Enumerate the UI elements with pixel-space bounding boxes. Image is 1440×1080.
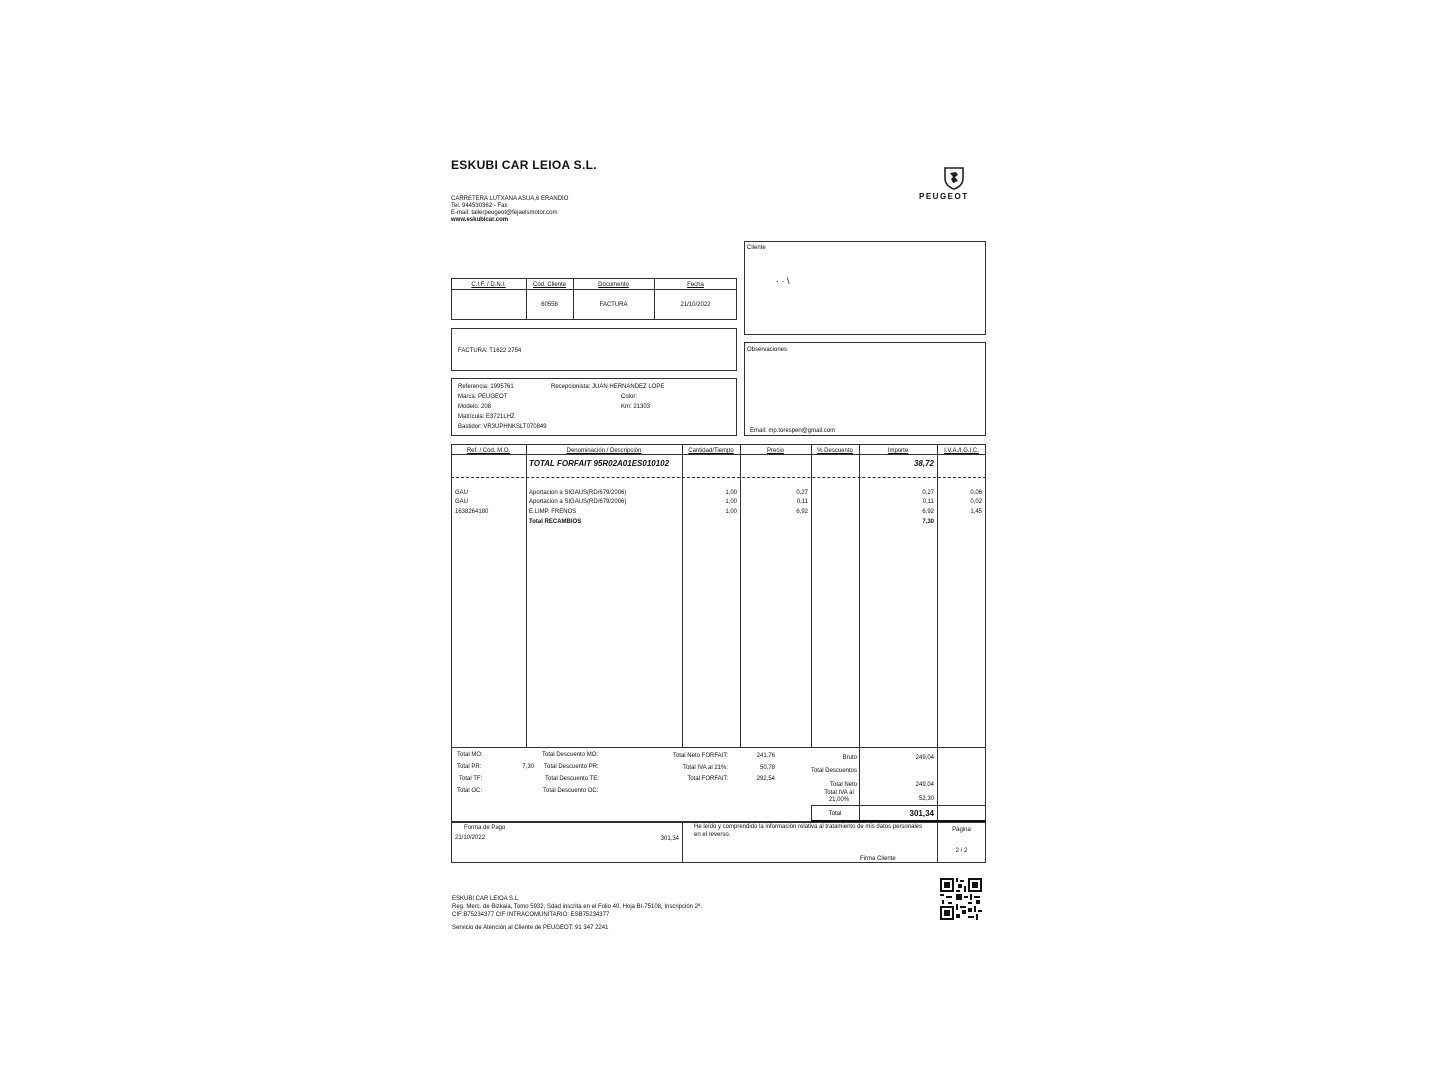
vehicle-referencia: Referencia: 1995761 (458, 384, 514, 390)
pagina-value: 2 / 2 (955, 848, 968, 854)
col-desc: Denominación / Descripción (566, 448, 642, 454)
vehicle-bastidor: Bastidor: VR3UPHNKSLT070849 (458, 424, 547, 430)
forfait-value: 292,54 (756, 776, 775, 782)
vehicle-modelo: Modelo: 208 (458, 404, 492, 410)
table-row-desc: Aportacion a SIGAUS(RD/679/2006) (529, 499, 627, 505)
col-cif: C.I.F. / D.N.I. (471, 282, 506, 288)
col-discount: % Descuento (817, 448, 853, 454)
vehicle-km: Km: 21303 (621, 404, 651, 410)
table-row-iva: 0,02 (970, 499, 982, 505)
col-iva: I.V.A./I.G.I.C. (944, 448, 979, 454)
vehicle-color: Color: (621, 394, 638, 400)
bruto-value: 249,04 (915, 755, 934, 761)
company-email: E-mail: tallerpeugeot@fejaelsmotor.com (451, 210, 558, 216)
qr-code-icon (940, 878, 982, 920)
val-fecha: 21/10/2022 (680, 302, 711, 308)
col-amount: Importe (887, 448, 909, 454)
iva21-value: 52,30 (918, 796, 934, 802)
table-row-ref: 1638264180 (455, 509, 489, 515)
val-documento: FACTURA (599, 302, 628, 308)
pagina-label: Página (952, 827, 971, 833)
payment-consent: He leído y comprendido la información relativa al tratamiento de mis datos personales en el reverso. (694, 824, 923, 838)
table-row-qty: 1,00 (725, 509, 737, 515)
table-row-price: 0,27 (796, 490, 808, 496)
forfait-title: TOTAL FORFAIT 95R02A01ES010102 (529, 459, 670, 468)
peugeot-lion-icon (941, 166, 967, 190)
vehicle-recepcionista: Recepcionista: JUAN HERNANDEZ LOPE (551, 384, 665, 390)
total-recambios-label: Total RECAMBIOS (529, 519, 582, 525)
factura-number: FACTURA: T1622 2754 (458, 348, 522, 354)
col-fecha: Fecha (687, 282, 704, 288)
forfait-label: Total FORFAIT: (687, 776, 728, 782)
brand-name: PEUGEOT (919, 192, 969, 201)
col-cod-cliente: Cód. Cliente (532, 282, 567, 288)
iva-label: Total IVA al 21%: (683, 765, 728, 771)
col-price: Precio (766, 448, 784, 454)
total-value: 301,34 (909, 809, 934, 818)
table-row-price: 0,11 (796, 499, 808, 505)
firma-cliente: Firma Cliente (860, 856, 896, 862)
forfait-amount: 38,72 (913, 459, 934, 468)
total-tf: Total TF: (459, 776, 483, 782)
descuentos-label: Total Descuentos (810, 768, 857, 774)
payment-label: Forma de Pago (464, 825, 506, 831)
vehicle-matricula: Matrícula: E3721LHZ (458, 414, 515, 420)
bruto-label: Bruto (842, 755, 857, 761)
table-row-desc: E.LIMP. FRENOS (529, 509, 577, 515)
table-row-iva: 0,06 (970, 490, 982, 496)
desc-te: Total Descuento TE: (545, 776, 599, 782)
observaciones-label: Observaciones (747, 347, 788, 353)
neto-forfait-label: Total Neto FORFAIT: (672, 753, 728, 759)
iva21-label: Total IVA al 21,00% (824, 790, 854, 803)
table-row-qty: 1,00 (725, 499, 737, 505)
neto-value: 249,04 (915, 782, 934, 788)
table-row-iva: 1,45 (970, 509, 982, 515)
vehicle-marca: Marca: PEUGEOT (458, 394, 508, 400)
table-row-qty: 1,00 (725, 490, 737, 496)
cliente-value: · · \ (776, 276, 790, 286)
total-label: Total (828, 811, 842, 817)
table-row-amount: 0,11 (922, 499, 934, 505)
desc-oc: Total Descuento OC: (543, 788, 599, 794)
neto-label: Total Neto (829, 782, 857, 788)
neto-forfait-value: 241,76 (756, 753, 775, 759)
table-row-price: 6,92 (796, 509, 808, 515)
iva-value: 50,78 (759, 765, 775, 771)
total-mo: Total MO: (457, 752, 483, 758)
observaciones-email: Email: mp.torespen@gmail.com (750, 428, 836, 434)
table-row-desc: Aportacion a SIGAUS(RD/679/2006) (529, 490, 627, 496)
col-qty: Cantidad/Tiempo (688, 448, 734, 454)
table-row-amount: 0,27 (922, 490, 934, 496)
total-pr-value: 7,30 (522, 764, 534, 770)
payment-date: 21/10/2022 (455, 835, 486, 841)
company-name: ESKUBI CAR LEIOA S.L. (451, 158, 597, 172)
col-ref: Ref. / Cód. M.O. (466, 448, 511, 454)
payment-amount: 301,34 (660, 836, 679, 842)
val-cod-cliente: 60558 (541, 302, 558, 308)
footer-company: ESKUBI CAR LEIOA S.L. (452, 896, 520, 902)
cliente-label: Cliente (747, 245, 766, 251)
company-web: www.eskubicar.com (451, 217, 509, 223)
table-row-amount: 6,92 (922, 509, 934, 515)
desc-mo: Total Descuento MO: (542, 752, 599, 758)
total-pr: Total PR: (457, 764, 482, 770)
table-row-ref: GAU (455, 499, 469, 505)
company-phone: Tel. 944530362 - Fax (451, 203, 508, 209)
desc-pr: Total Descuento PR: (544, 764, 599, 770)
footer-registry: Reg. Merc. de Bizkaia, Tomo 5932, Sdad inscrita en el Folio 40, Hoja BI-75108, Inscripción 2ª. (452, 904, 702, 910)
cliente-box (744, 241, 986, 335)
col-documento: Documento (598, 282, 629, 288)
total-oc: Total OC: (457, 788, 483, 794)
table-row-ref: GAU (455, 490, 469, 496)
company-address: CARRETERA LUTXANA ASUA,6 ERANDIO (451, 196, 569, 202)
observaciones-box (744, 342, 986, 436)
total-recambios-value: 7,30 (922, 519, 934, 525)
footer-cif: CIF:B75234377 CIF INTRACOMUNITARIO: ESB75234377 (452, 912, 610, 918)
footer-service: Servicio de Atención al Cliente de PEUGEOT: 91 347 2241 (452, 925, 609, 931)
